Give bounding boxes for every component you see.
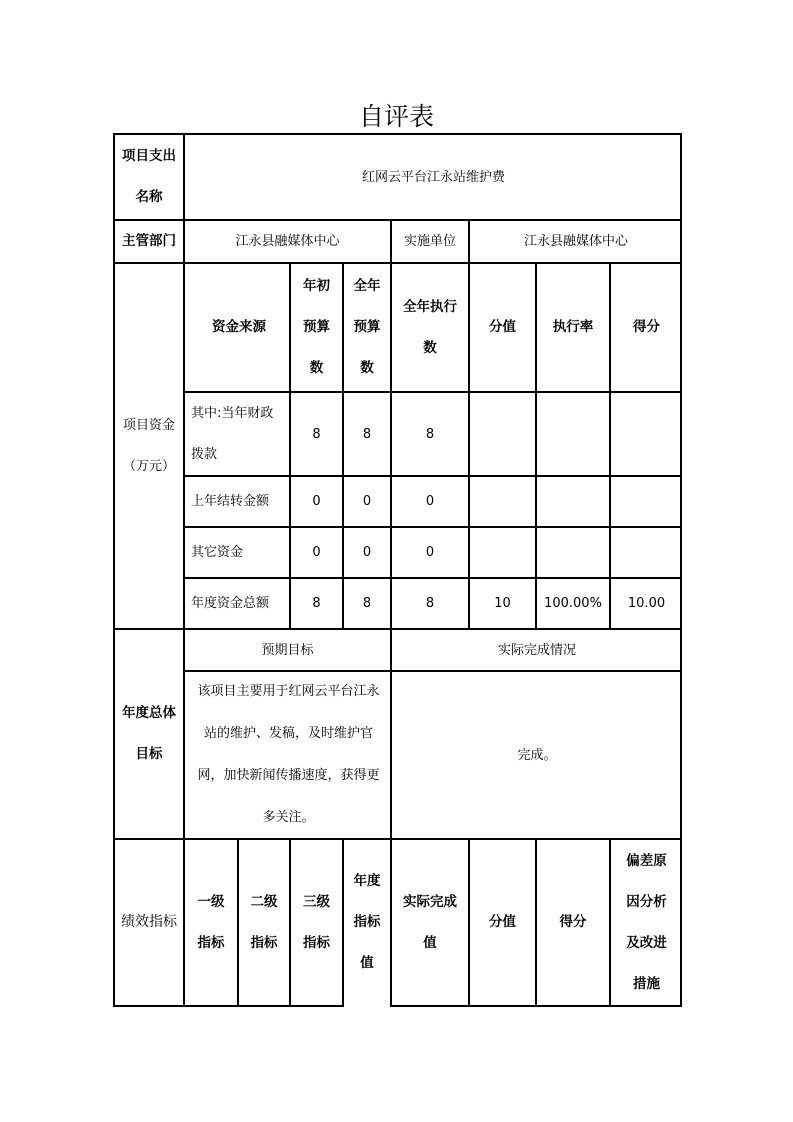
perf-header-level1: 一级指标 [197, 893, 225, 951]
annual-goal-label: 年度总体目标 [122, 705, 176, 762]
actual-completion-header: 实际完成情况 [497, 642, 576, 658]
funds-header-executed: 全年执行数 [403, 298, 457, 356]
fund-item-annual: 0 [362, 494, 372, 509]
funds-header-score-value: 分值 [489, 319, 516, 335]
perf-header-level3: 三级指标 [303, 893, 330, 951]
implementing-unit-value: 江永县融媒体中心 [523, 234, 628, 249]
perf-header-annual-value: 年度指标值 [353, 873, 381, 971]
fund-total-score: 10.00 [627, 596, 666, 611]
fund-item-executed: 0 [425, 545, 435, 560]
funds-header-score: 得分 [633, 319, 660, 335]
page-title: 自评表 [358, 102, 434, 131]
expected-goal-header: 预期目标 [261, 642, 314, 658]
fund-item-name: 其它资金 [191, 545, 244, 560]
actual-completion-text: 完成。 [517, 747, 557, 763]
fund-item-annual: 0 [362, 545, 372, 560]
implementing-unit-label: 实施单位 [403, 234, 456, 249]
funds-label: 项目资金（万元） [122, 418, 175, 474]
perf-header-deviation: 偏差原因分析及改进措施 [626, 852, 667, 992]
perf-header-score-value: 分值 [489, 914, 516, 930]
fund-item-executed: 0 [425, 494, 435, 509]
department-label: 主管部门 [122, 233, 176, 249]
fund-item-executed: 8 [425, 426, 435, 442]
fund-item-initial: 0 [312, 545, 321, 560]
fund-item-initial: 0 [312, 494, 321, 509]
funds-header-exec-rate: 执行率 [552, 319, 594, 335]
fund-item-name: 上年结转金额 [191, 494, 270, 509]
funds-header-source: 资金来源 [212, 319, 266, 335]
project-name-value: 红网云平台江永站维护费 [361, 169, 505, 185]
fund-total-exec-rate: 100.00% [544, 596, 602, 611]
performance-label: 绩效指标 [121, 914, 177, 930]
fund-item-name: 其中:当年财政拨款 [191, 406, 274, 462]
project-name-label: 项目支出名称 [122, 148, 176, 205]
perf-header-actual-value: 实际完成值 [403, 893, 457, 951]
fund-item-initial: 8 [312, 596, 321, 611]
funds-header-annual-budget: 全年预算数 [353, 278, 381, 376]
fund-item-annual: 8 [362, 596, 372, 611]
fund-item-name: 年度资金总额 [191, 596, 270, 611]
funds-header-initial-budget: 年初预算数 [303, 278, 330, 376]
department-value: 江永县融媒体中心 [235, 234, 340, 249]
fund-item-annual: 8 [362, 426, 372, 442]
fund-total-score-value: 10 [494, 596, 511, 611]
expected-goal-text: 该项目主要用于红网云平台江永站的维护、发稿，及时维护官网，加快新闻传播速度，获得更多关注。 [197, 684, 380, 825]
fund-item-initial: 8 [312, 426, 321, 442]
perf-header-level2: 二级指标 [250, 893, 278, 951]
perf-header-score: 得分 [559, 914, 587, 930]
fund-item-executed: 8 [425, 596, 435, 611]
